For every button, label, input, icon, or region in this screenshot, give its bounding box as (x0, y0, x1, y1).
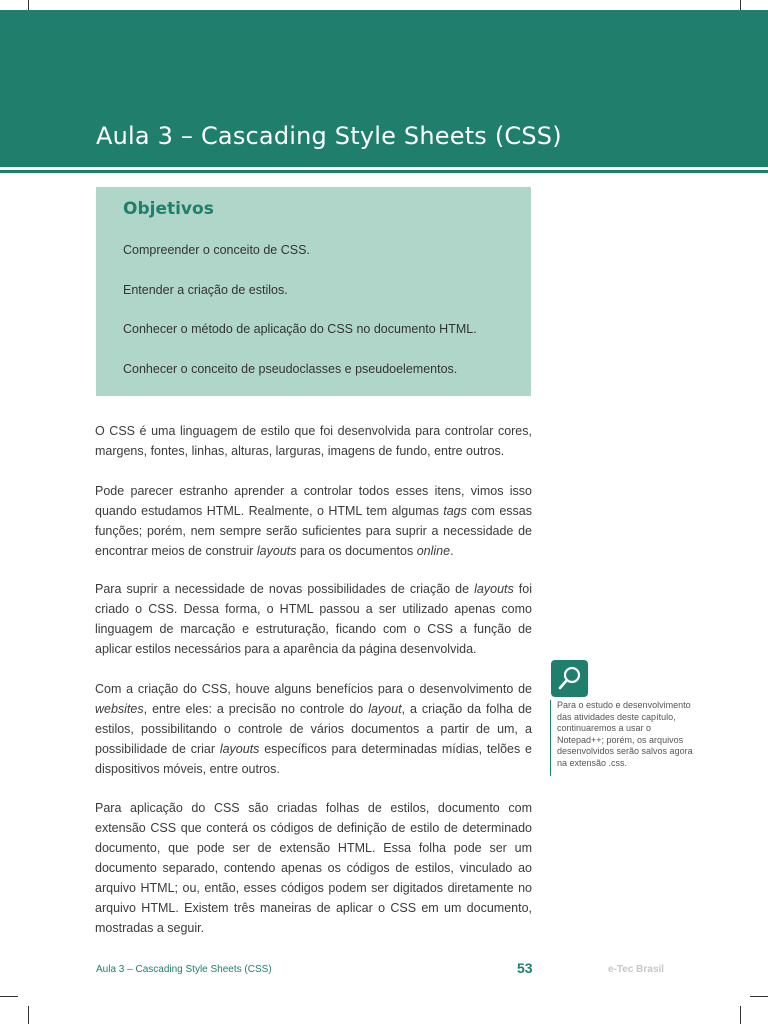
text-run: para os documentos (296, 544, 417, 558)
text-run: Para suprir a necessidade de novas possibilidades de criação de (95, 582, 475, 596)
text-run: O CSS é uma linguagem de estilo que foi desenvolvida para controlar cores, margens, fontes, linhas, alturas, larguras, imagens de fundo, entre outros. (95, 424, 532, 458)
objective-item: Conhecer o conceito de pseudoclasses e pseudoelementos. (123, 362, 458, 376)
italic-term: tags (443, 504, 467, 518)
chapter-header (0, 10, 768, 167)
body-paragraph (95, 421, 532, 461)
objective-item: Compreender o conceito de CSS. (123, 243, 310, 257)
sidebar-rule (550, 700, 551, 776)
body-paragraph (95, 798, 532, 938)
crop-mark (28, 1006, 29, 1024)
text-run: com essas funções; porém, nem sempre serão suficientes para suprir a necessidade de encontrar meios de construir (95, 504, 532, 558)
text-run: foi criado o CSS. Dessa forma, o HTML passou a ser utilizado apenas como linguagem de marcação e estruturação, ficando com o CSS a função de aplicar estilos necessários para a aparência da página desenvolvida. (95, 582, 532, 656)
magnifier-icon (551, 660, 588, 697)
italic-term: websites (95, 702, 144, 716)
text-run: específicos para determinadas mídias, telões e dispositivos móveis, entre outros. (95, 742, 532, 776)
crop-mark (750, 996, 768, 997)
text-run: , entre eles: a precisão no controle do (143, 702, 369, 716)
footer-brand: e-Tec Brasil (608, 964, 664, 975)
objective-item: Conhecer o método de aplicação do CSS no documento HTML. (123, 322, 477, 336)
crop-mark (740, 1006, 741, 1024)
page-number: 53 (517, 960, 533, 976)
chapter-title: Aula 3 – Cascading Style Sheets (CSS) (96, 122, 562, 150)
italic-term: layout (368, 702, 402, 716)
crop-mark (0, 996, 18, 997)
text-run: Com a criação do CSS, houve alguns benefícios para o desenvolvimento de (95, 682, 532, 696)
objectives-box (96, 187, 531, 396)
text-run: Pode parecer estranho aprender a controlar todos esses itens, vimos isso quando estudamos HTML. Realmente, o HTML tem algumas (95, 484, 532, 518)
italic-term: layouts (219, 742, 260, 756)
italic-term: online (416, 544, 451, 558)
footer-chapter: Aula 3 – Cascading Style Sheets (CSS) (96, 964, 272, 975)
objective-item: Entender a criação de estilos. (123, 283, 288, 297)
italic-term: layouts (474, 582, 514, 596)
header-divider (0, 170, 768, 173)
italic-term: layouts (256, 544, 297, 558)
text-run: Para aplicação do CSS são criadas folhas de estilos, documento com extensão CSS que conterá os códigos de definição de estilo de determinado documento, que pode ser de extensão HTML. Essa folha pode ser um documento separado, contendo apenas os códigos de estilos, vinculado ao arquivo HTML; ou, então, esses códigos podem ser digitados diretamente no arquivo HTML. Existem três maneiras de aplicar o CSS em um documento, mostradas a seguir. (95, 801, 532, 935)
body-paragraph (95, 481, 532, 561)
text-run: , a criação da folha de estilos, possibilitando o controle de vários documentos a partir de um, a possibilidade de criar (95, 702, 532, 756)
body-paragraph (95, 579, 532, 659)
body-paragraph (95, 679, 532, 779)
text-run: . (450, 544, 454, 558)
objectives-heading: Objetivos (123, 199, 214, 219)
sidebar-note: Para o estudo e desenvolvimento das atividades deste capítulo, continuaremos a usar o Notepad++; porém, os arquivos desenvolvidos serão salvos agora na extensão .css. (557, 700, 693, 768)
